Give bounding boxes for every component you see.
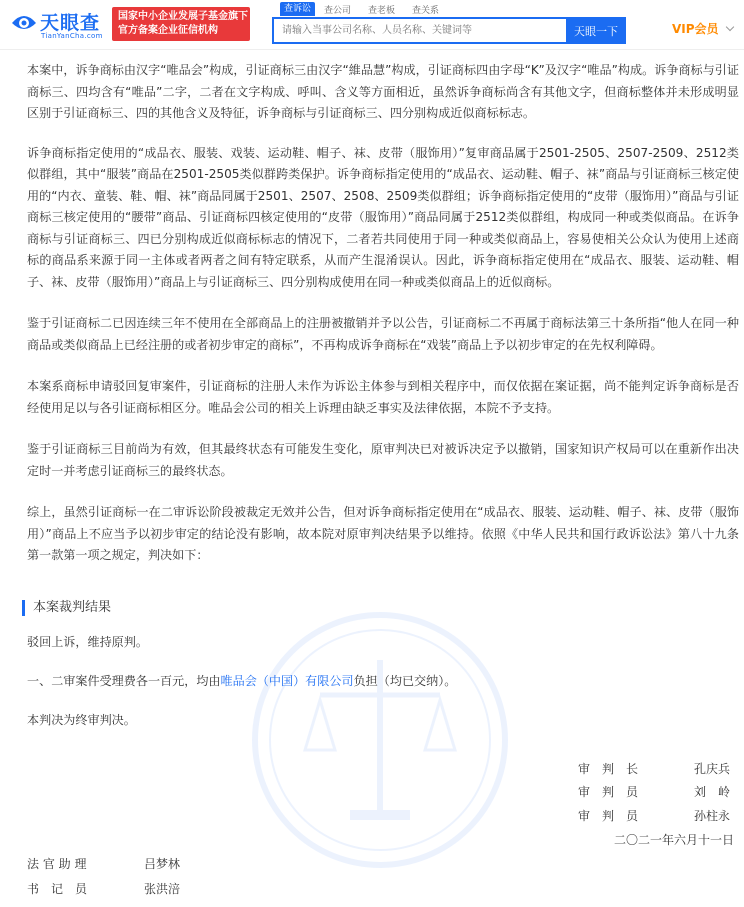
banner-line-1: 国家中小企业发展子基金旗下 [118, 11, 248, 22]
logo-text: 天眼查 [40, 12, 101, 34]
search-button[interactable]: 天眼一下 [566, 17, 626, 44]
judgment-body [27, 60, 739, 587]
paragraph-mark-similarity: 本案中，诉争商标由汉字“唯品会”构成，引证商标三由汉字“維品慧”构成，引证商标四由字母“K”及汉字“唯品”构成。诉争商标与引证商标三、四均含有“唯品”二字，二者在文字构成、呼叫、含义等方面相近，虽然诉争商标尚含有其他文字，但商标整体并未形成明显区别于引证商标三、四的其他含义及特征，诉争商标与引证商标三、四分别构成近似商标标志。 [27, 63, 739, 120]
judgment-date: 二〇二一年六月十一日 [614, 833, 735, 847]
result-line-1: 驳回上诉，维持原判。 [27, 635, 148, 649]
tianyancha-logo[interactable] [10, 6, 110, 42]
paragraph-goods-similarity: 诉争商标指定使用的“成品衣、服装、戏装、运动鞋、帽子、袜、皮带（服饰用）”复审商品属于2501-2505、2507-2509、2512类似群组，其中“服装”商品在2501-2505类似群跨类保护。诉争商标指定使用的“成品衣、运动鞋、帽子、袜”商品与引证商标三核定使用的“内衣、童装、鞋、帽、袜”商品同属于2501、2507、2508、2509类似群组；诉争商标指定使用的“皮带（服饰用）”商品与引证商标三核定使用的“腰带”商品、引证商标四核定使用的“皮带（服饰用）”商品同属于2512类似群组，构成同一种或类似商品。在诉争商标与引证商标三、四已分别构成近似商标标志的情况下，二者若共同使用于同一种或类似商品上，容易使相关公众认为使用上述商标的商品系来源于同一主体或者两者之间有特定联系，从而产生混淆误认。因此，诉争商标指定使用在“成品衣、服装、运动鞋、帽子、袜、皮带（服饰用）”商品上与引证商标三、四分别构成使用在同一种或类似商品上的近似商标。 [27, 145, 739, 289]
vip-member-link[interactable]: VIP会员 [672, 22, 719, 36]
judge-name-2: 刘 岭 [694, 785, 731, 799]
judge-role-3: 审 判 员 [578, 809, 639, 823]
justice-watermark-icon [250, 610, 510, 870]
credit-banner[interactable] [112, 7, 250, 41]
result-line-2 [27, 672, 456, 689]
logo-subtitle: TianYanCha.com [41, 32, 103, 40]
chevron-down-icon[interactable] [726, 23, 734, 31]
paragraph-cited-mark-three: 鉴于引证商标三目前尚为有效，但其最终状态有可能发生变化，原审判决已对被诉决定予以撤销，国家知识产权局可以在重新作出决定时一并考虑引证商标三的最终状态。 [27, 442, 739, 478]
tab-lawsuit[interactable]: 查诉讼 [280, 2, 315, 16]
eye-logo-icon [10, 9, 38, 35]
top-header [0, 0, 744, 50]
tab-company[interactable]: 查公司 [324, 6, 352, 16]
result-line-2-prefix: 一、二审案件受理费各一百元，均由 [27, 674, 221, 688]
result-line-2-suffix: 负担（均已交纳）。 [353, 674, 457, 688]
paragraph-case-nature: 本案系商标申请驳回复审案件，引证商标的注册人未作为诉讼主体参与到相关程序中，而仅依据在案证据，尚不能判定诉争商标是否经使用足以与各引证商标相区分。唯品会公司的相关上诉理由缺乏事实及法律依据，本院不予支持。 [27, 379, 739, 415]
banner-line-2: 官方备案企业征信机构 [118, 25, 218, 36]
clerk-role-1: 法 官 助 理 [27, 857, 87, 871]
result-line-3: 本判决为终审判决。 [27, 713, 136, 727]
tab-boss[interactable]: 查老板 [368, 6, 396, 16]
clerk-name-1: 吕梦林 [144, 857, 181, 871]
judge-name-1: 孔庆兵 [694, 762, 731, 776]
judge-name-3: 孙柱永 [694, 809, 731, 823]
section-title-result: 本案裁判结果 [22, 600, 111, 616]
search-area [272, 2, 632, 46]
clerk-name-2: 张洪涪 [144, 882, 181, 896]
company-link[interactable]: 唯品会（中国）有限公司 [220, 674, 354, 688]
judge-role-1: 审 判 长 [578, 762, 639, 776]
tab-relation[interactable]: 查关系 [412, 6, 440, 16]
clerk-role-2: 书 记 员 [27, 882, 88, 896]
search-input[interactable] [272, 17, 566, 44]
judge-role-2: 审 判 员 [578, 785, 639, 799]
paragraph-cited-mark-two: 鉴于引证商标二已因连续三年不使用在全部商品上的注册被撤销并予以公告，引证商标二不再属于商标法第三十条所指“他人在同一种商品或类似商品上已经注册的或者初步审定的商标”，不再构成诉争商标在“戏装”商品上予以初步审定的在先权利障碍。 [27, 316, 739, 352]
paragraph-conclusion: 综上，虽然引证商标一在二审诉讼阶段被裁定无效并公告，但对诉争商标指定使用在“成品衣、服装、运动鞋、帽子、袜、皮带（服饰用）”商品上不应当予以初步审定的结论没有影响，故本院对原审判决结果予以维持。依照《中华人民共和国行政诉讼法》第八十九条第一款第一项之规定，判决如下： [27, 505, 739, 562]
